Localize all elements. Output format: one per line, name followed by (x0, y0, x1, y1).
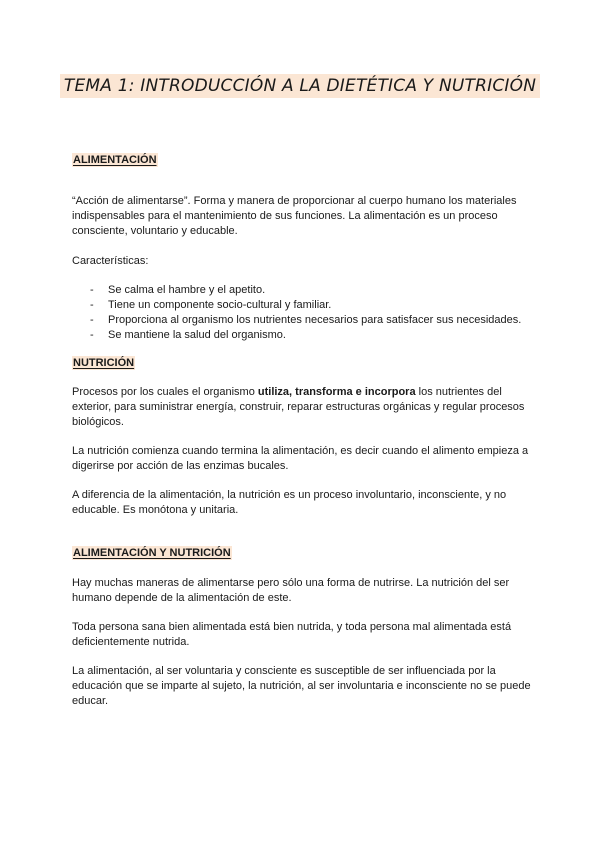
document-title: TEMA 1: INTRODUCCIÓN A LA DIETÉTICA Y NUTRICIÓN (60, 74, 540, 98)
nutricion-p1-after: los nutrientes del exterior, para suministrar energía, construir, reparar estructuras orgánicas y regular procesos biológicos. (72, 386, 525, 428)
nutricion-paragraph-3: A diferencia de la alimentación, la nutrición es un proceso involuntario, inconsciente, y no educable. Es monótona y unitaria. (72, 489, 507, 516)
nutricion-p3-block (72, 488, 532, 518)
heading-alimentacion: ALIMENTACIÓN (73, 154, 157, 166)
list-item: - Tiene un componente socio-cultural y familiar. (72, 298, 532, 313)
section-nutricion (72, 356, 532, 371)
nutricion-p1-before: Procesos por los cuales el organismo (72, 386, 258, 398)
section-alimentacion (72, 153, 532, 168)
ambas-paragraph-2: Toda persona sana bien alimentada está bien nutrida, y toda persona mal alimentada está deficientemente nutrida. (72, 621, 512, 648)
ambas-p2-block (72, 620, 532, 650)
characteristics-list-block (72, 283, 532, 343)
ambas-paragraph-1: Hay muchas maneras de alimentarse pero sólo una forma de nutrirse. La nutrición del ser humano depende de la alimentación de este. (72, 577, 510, 604)
list-item: - Proporciona al organismo los nutrientes necesarios para satisfacer sus necesidades. (72, 313, 532, 328)
alimentacion-definition-block (72, 194, 532, 239)
ambas-p3-block (72, 664, 532, 709)
alimentacion-definition: “Acción de alimentarse”. Forma y manera de proporcionar al cuerpo humano los materiales indispensables para el mantenimiento de sus funciones. La alimentación es un proceso consciente, voluntario y educable. (72, 195, 517, 237)
ambas-paragraph-3: La alimentación, al ser voluntaria y consciente es susceptible de ser influenciada por la educación que se imparte al sujeto, la nutrición, al ser involuntaria e inconsciente no se puede educar. (72, 665, 531, 707)
characteristics-label: Características: (72, 255, 149, 267)
nutricion-p1-bold: utiliza, transforma e incorpora (257, 386, 416, 398)
nutricion-paragraph-1 (72, 385, 532, 430)
characteristics-list (72, 283, 532, 343)
nutricion-paragraph-2: La nutrición comienza cuando termina la alimentación, es decir cuando el alimento empieza a digerirse por acción de las enzimas bucales. (72, 445, 529, 472)
heading-alimentacion-nutricion: ALIMENTACIÓN Y NUTRICIÓN (73, 547, 231, 559)
ambas-p1-block (72, 576, 532, 606)
nutricion-p2-block (72, 444, 532, 474)
section-alimentacion-nutricion (72, 546, 532, 561)
list-item: - Se calma el hambre y el apetito. (72, 283, 532, 298)
list-item: - Se mantiene la salud del organismo. (72, 328, 532, 343)
characteristics-label-block (72, 254, 532, 269)
heading-nutricion: NUTRICIÓN (73, 357, 135, 369)
title-block (0, 74, 600, 98)
nutricion-p1-block (72, 385, 532, 430)
